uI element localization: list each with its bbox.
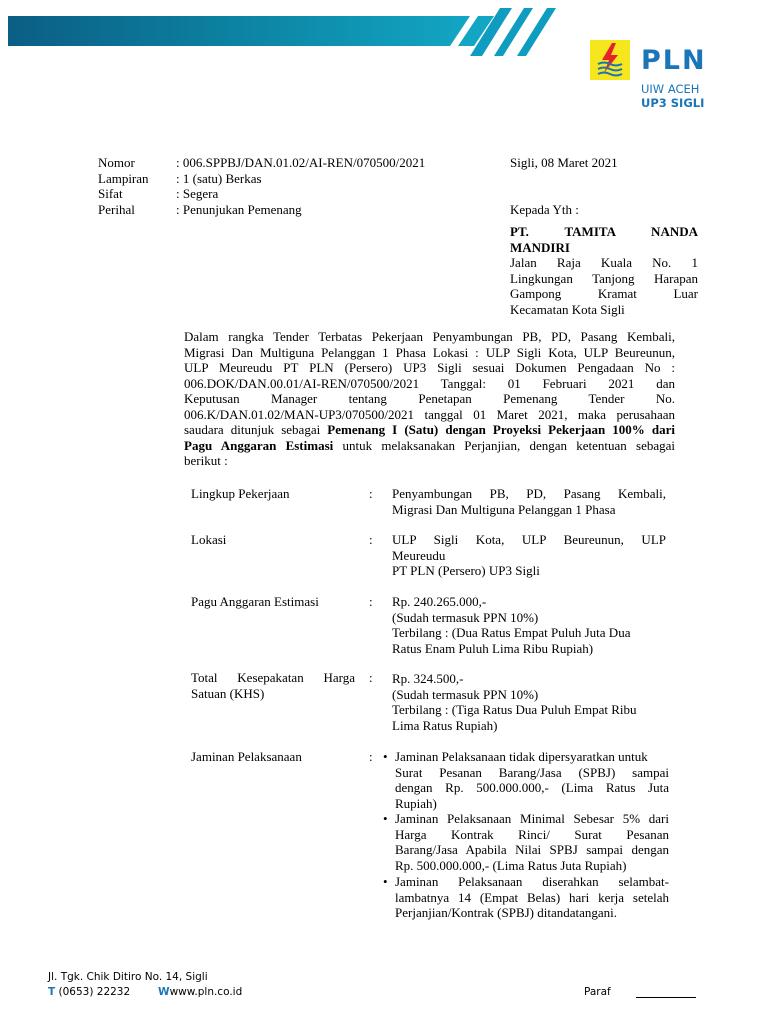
bullet: • xyxy=(383,874,388,889)
jaminan-item-line: lambatnya 14 (Empat Belas) hari kerja setelah xyxy=(395,889,669,905)
subunit-name: UP3 SIGLI xyxy=(641,96,705,110)
pagu-amount: Rp. 240.265.000,- xyxy=(392,594,487,609)
lokasi-value: Meureudu xyxy=(392,547,446,563)
recipient-name-line2: MANDIRI xyxy=(510,239,570,255)
jaminan-item-line: Rupiah) xyxy=(395,795,437,811)
logo-text: PLN xyxy=(641,45,707,76)
khs-terbilang: Terbilang : (Tiga Ratus Dua Puluh Empat Ribu xyxy=(392,702,637,717)
body-line: 006.K/DAN.01.02/MAN-UP3/070500/2021 tanggal 01 Maret 2021, maka perusahaan xyxy=(184,406,675,422)
perihal-value: : Penunjukan Pemenang xyxy=(176,201,302,217)
nomor-label: Nomor xyxy=(98,155,135,170)
kepada-label: Kepada Yth : xyxy=(510,201,579,217)
colon: : xyxy=(369,594,373,609)
pagu-label: Pagu Anggaran Estimasi xyxy=(191,594,319,609)
jaminan-item-line: Perjanjian/Kontrak (SPBJ) ditandatangani. xyxy=(395,905,618,920)
award-text: Pemenang I (Satu) dengan Proyeksi Pekerjaan 100% dari xyxy=(327,422,675,437)
lingkup-label: Lingkup Pekerjaan xyxy=(191,486,290,501)
pagu-text: Pagu Anggaran Estimasi xyxy=(184,437,334,453)
recipient-address-line: Jalan Raja Kuala No. 1 xyxy=(510,255,698,270)
perihal-label: Perihal xyxy=(98,201,135,217)
lokasi-value: PT PLN (Persero) UP3 Sigli xyxy=(392,563,540,578)
colon: : xyxy=(369,670,373,685)
jaminan-label: Jaminan Pelaksanaan xyxy=(191,749,302,764)
recipient-name-line1: PT. TAMITA NANDA xyxy=(510,224,698,239)
place-date: Sigli, 08 Maret 2021 xyxy=(510,155,618,170)
colon: : xyxy=(369,532,373,547)
paraf-signature-line xyxy=(636,997,696,998)
bullet: • xyxy=(383,749,388,764)
unit-name: UIW ACEH xyxy=(641,82,700,96)
colon: : xyxy=(369,486,373,501)
sifat-label: Sifat xyxy=(98,186,123,201)
web-url[interactable]: www.pln.co.id xyxy=(169,986,243,998)
pagu-tax-note: (Sudah termasuk PPN 10%) xyxy=(392,609,539,625)
khs-tax-note: (Sudah termasuk PPN 10%) xyxy=(392,686,539,702)
jaminan-item-line: Barang/Jasa Apabila Nilai SPBJ sampai dengan xyxy=(395,842,669,857)
lightning-icon xyxy=(590,40,630,80)
jaminan-item-line: Jaminan Pelaksanaan tidak dipersyaratkan untuk xyxy=(395,749,648,764)
lampiran-label: Lampiran xyxy=(98,170,149,186)
footer-phone xyxy=(48,985,130,999)
pagu-terbilang: Ratus Enam Puluh Lima Ribu Rupiah) xyxy=(392,640,594,656)
pagu-terbilang: Terbilang : (Dua Ratus Empat Puluh Juta Dua xyxy=(392,625,631,640)
jaminan-item-line: Rp. 500.000.000,- (Lima Ratus Juta Rupiah) xyxy=(395,857,627,873)
body-line-award: saudara ditunjuk sebagai Pemenang I (Satu) dengan Proyeksi Pekerjaan 100% dari xyxy=(184,422,675,437)
colon: : xyxy=(369,749,373,764)
jaminan-item-line: Jaminan Pelaksanaan Minimal Sebesar 5% dari xyxy=(395,811,669,826)
lingkup-value: Migrasi Dan Multiguna Pelanggan 1 Phasa xyxy=(392,501,616,517)
recipient-address-line: Lingkungan Tanjong Harapan xyxy=(510,270,698,286)
bullet: • xyxy=(383,811,388,826)
khs-terbilang: Lima Ratus Rupiah) xyxy=(392,717,498,733)
paraf-label: Paraf xyxy=(584,986,611,998)
body-line: berikut : xyxy=(184,453,228,468)
khs-label: Satuan (KHS) xyxy=(191,685,265,701)
jaminan-item-line: Harga Kontrak Rinci/ Surat Pesanan xyxy=(395,826,669,842)
khs-amount: Rp. 324.500,- xyxy=(392,671,464,686)
recipient-address-line: Gampong Kramat Luar xyxy=(510,286,698,301)
lampiran-value: : 1 (satu) Berkas xyxy=(176,170,262,186)
sifat-value: : Segera xyxy=(176,186,219,201)
jaminan-item-line: Surat Pesanan Barang/Jasa (SPBJ) sampai xyxy=(395,764,669,780)
footer-address: Jl. Tgk. Chik Ditiro No. 14, Sigli xyxy=(48,971,208,983)
body-line: Migrasi Dan Multiguna Pelanggan 1 Phasa Lokasi : ULP Sigli Kota, ULP Beureunun, xyxy=(184,344,675,360)
pln-logo xyxy=(590,40,630,80)
lingkup-value: Penyambungan PB, PD, Pasang Kembali, xyxy=(392,486,666,501)
body-line-pagu: Pagu Anggaran Estimasi untuk melaksanakan Perjanjian, dengan ketentuan sebagai xyxy=(184,437,675,453)
phone-number: (0653) 22232 xyxy=(58,986,131,998)
web-prefix: W xyxy=(158,986,170,998)
phone-prefix: T xyxy=(48,986,56,998)
khs-label: Total Kesepakatan Harga xyxy=(191,670,355,685)
body-line: Dalam rangka Tender Terbatas Pekerjaan Penyambungan PB, PD, Pasang Kembali, xyxy=(184,329,675,344)
jaminan-item-line: Jaminan Pelaksanaan diserahkan selambat- xyxy=(395,874,669,889)
recipient-address-line: Kecamatan Kota Sigli xyxy=(510,301,625,317)
body-line: Keputusan Manager tentang Penetapan Pemenang Tender No. xyxy=(184,391,675,406)
lokasi-value: ULP Sigli Kota, ULP Beureunun, ULP xyxy=(392,532,666,547)
jaminan-item-line: dengan Rp. 500.000.000,- (Lima Ratus Juta xyxy=(395,780,669,795)
footer-web xyxy=(158,985,242,999)
body-line: 006.DOK/DAN.00.01/AI-REN/070500/2021 Tanggal: 01 Februari 2021 dan xyxy=(184,375,675,391)
lokasi-label: Lokasi xyxy=(191,532,227,547)
nomor-value: : 006.SPPBJ/DAN.01.02/AI-REN/070500/2021 xyxy=(176,155,426,170)
body-line: ULP Meureudu PT PLN (Persero) UP3 Sigli sesuai Dokumen Pengadaan No : xyxy=(184,360,675,375)
